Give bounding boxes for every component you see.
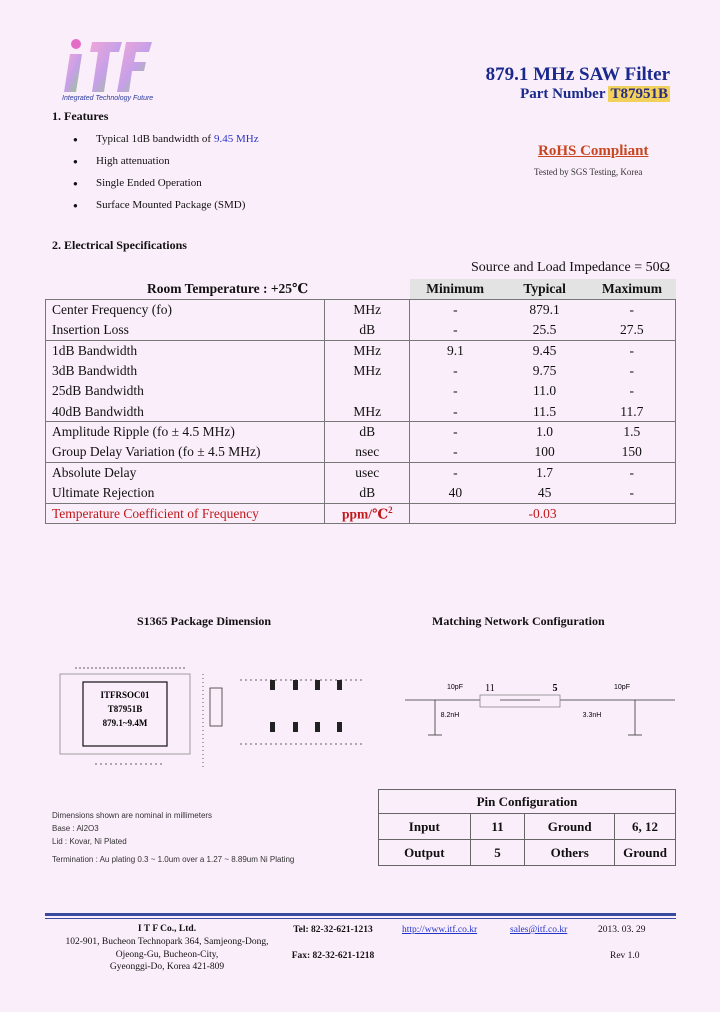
pin-config-title: Pin Configuration — [379, 790, 676, 814]
pin-left-label: 11 — [485, 683, 495, 694]
features-heading: 1. Features — [52, 109, 109, 123]
footer-rule — [45, 913, 676, 916]
email-link[interactable]: sales@itf.co.kr — [510, 925, 568, 935]
typ-cell: 9.45 — [501, 340, 589, 360]
pin-cell: 6, 12 — [615, 814, 676, 840]
note-line: Dimensions shown are nominal in millimeters — [52, 811, 213, 820]
fax: Fax: 82-32-621-1218 — [291, 950, 375, 961]
unit-cell — [325, 381, 410, 401]
bullet-icon: ● — [73, 134, 78, 144]
max-cell: - — [589, 299, 676, 319]
param-cell: Group Delay Variation (fo ± 4.5 MHz) — [46, 442, 325, 462]
min-cell: 9.1 — [410, 340, 501, 360]
col-typical: Typical — [501, 279, 589, 299]
pin-cell: Output — [379, 840, 471, 866]
address-line: Ojeong-Gu, Bucheon-City, — [115, 949, 219, 960]
param-cell: Insertion Loss — [46, 320, 325, 340]
part-number-line — [520, 86, 670, 103]
spec-header-row — [46, 279, 676, 299]
feature-text: Typical 1dB bandwidth of — [96, 133, 212, 145]
specs-heading: 2. Electrical Specifications — [52, 238, 187, 252]
ind-right-label: 3.3nH — [582, 712, 602, 719]
min-cell: - — [453, 321, 458, 337]
min-cell: - — [453, 363, 458, 378]
tcf-unit: ppm/℃ — [341, 506, 389, 522]
feature-item — [73, 128, 453, 150]
doc-date: 2013. 03. 29 — [598, 925, 646, 935]
feature-text: Surface Mounted Package (SMD) — [96, 199, 246, 211]
unit-cell: usec — [325, 463, 410, 483]
table-row — [46, 422, 676, 442]
table-row — [46, 401, 676, 421]
table-row — [46, 361, 676, 381]
max-cell: - — [589, 381, 676, 401]
package-drawing — [55, 660, 385, 775]
pin-cell: 11 — [470, 814, 525, 840]
chip-marking-3: 879.1~9.4M — [102, 718, 148, 728]
typ-cell: 1.7 — [501, 463, 589, 483]
rohs-badge: RoHS Compliant — [538, 143, 649, 159]
pin-config-table — [378, 789, 676, 866]
chip-marking-1: ITFRSOC01 — [100, 690, 150, 700]
param-cell: 3dB Bandwidth — [46, 361, 325, 381]
table-row — [46, 320, 676, 340]
spec-table — [45, 279, 676, 524]
pin-cell: Ground — [525, 814, 615, 840]
unit-cell: MHz — [325, 299, 410, 319]
table-row — [379, 840, 676, 866]
table-row — [46, 299, 676, 319]
typ-cell: 11.0 — [533, 383, 557, 399]
min-cell: 40 — [448, 485, 463, 501]
max-cell: - — [589, 483, 676, 503]
impedance-note: Source and Load Impedance = 50Ω — [470, 260, 670, 275]
unit-cell: MHz — [325, 340, 410, 360]
matching-network-drawing — [400, 675, 680, 745]
feature-value: 9.45 MHz — [214, 133, 259, 145]
min-cell: - — [410, 463, 501, 483]
typ-cell: 9.75 — [532, 363, 557, 378]
min-cell: - — [410, 422, 501, 442]
footer-phone — [288, 924, 378, 963]
typ-cell: 25.5 — [532, 321, 557, 337]
part-number-label: Part Number — [520, 86, 606, 102]
min-cell: - — [453, 403, 458, 419]
tcf-row — [46, 503, 676, 523]
param-cell: 25dB Bandwidth — [46, 381, 325, 401]
min-cell: - — [453, 383, 458, 399]
address-line: 102-901, Bucheon Technopark 364, Samjeong-Dong, — [65, 936, 269, 947]
bullet-icon: ● — [73, 200, 78, 210]
param-cell: Ultimate Rejection — [46, 483, 325, 503]
typ-cell: 45 — [537, 485, 552, 501]
table-row — [46, 483, 676, 503]
tcf-unit-sup: 2 — [388, 504, 393, 515]
matching-title: Matching Network Configuration — [432, 614, 605, 628]
max-cell: 11.7 — [589, 401, 676, 421]
features-list — [73, 128, 453, 216]
param-cell: Temperature Coefficient of Frequency — [46, 503, 325, 523]
table-row — [379, 814, 676, 840]
feature-item — [73, 172, 453, 194]
min-cell: - — [453, 444, 458, 460]
ind-left-label: 8.2nH — [440, 712, 460, 719]
footer-company — [52, 923, 282, 974]
note-line: Base : Al2O3 — [52, 823, 99, 833]
typ-cell: 11.5 — [533, 403, 557, 419]
table-row — [46, 442, 676, 462]
col-minimum: Minimum — [410, 279, 501, 299]
unit-cell: MHz — [325, 401, 410, 421]
typ-cell: 879.1 — [501, 299, 589, 319]
part-number: T87951B — [610, 86, 668, 102]
company-name: I T F Co., Ltd. — [137, 924, 197, 934]
col-maximum: Maximum — [589, 279, 676, 299]
max-cell: - — [589, 463, 676, 483]
pin-right-label: 5 — [552, 683, 558, 694]
feature-item — [73, 150, 453, 172]
pin-title-row — [379, 790, 676, 814]
page-title: 879.1 MHz SAW Filter — [485, 64, 670, 85]
max-cell: - — [589, 361, 676, 381]
param-cell: Amplitude Ripple (fo ± 4.5 MHz) — [46, 422, 325, 442]
pin-cell: Input — [379, 814, 471, 840]
package-title: S1365 Package Dimension — [137, 614, 272, 628]
cap-left-label: 10pF — [447, 684, 463, 691]
logo-tagline: Integrated Technology Future — [62, 95, 154, 102]
footer-rule-thin — [45, 918, 676, 919]
typ-cell: -0.03 — [410, 503, 676, 523]
address-line: Gyeonggi-Do, Korea 421-809 — [109, 962, 225, 973]
room-temp-header: Room Temperature : +25℃ — [146, 281, 309, 297]
param-cell: 40dB Bandwidth — [46, 401, 325, 421]
unit-cell: dB — [325, 483, 410, 503]
typ-cell: 1.0 — [501, 422, 589, 442]
chip-marking-2: T87951B — [107, 704, 143, 714]
pin-cell: 5 — [470, 840, 525, 866]
tel: Tel: 82-32-621-1213 — [293, 925, 373, 935]
pin-cell: Ground — [615, 840, 676, 866]
max-cell: - — [589, 340, 676, 360]
param-cell: Absolute Delay — [46, 463, 325, 483]
pin-cell: Others — [525, 840, 615, 866]
table-row — [46, 340, 676, 360]
tested-by: Tested by SGS Testing, Korea — [534, 167, 643, 177]
table-row — [46, 381, 676, 401]
table-row — [46, 463, 676, 483]
bullet-icon: ● — [73, 156, 78, 166]
cap-right-label: 10pF — [614, 684, 630, 691]
param-cell: Center Frequency (fo) — [46, 299, 325, 319]
package-notes — [52, 810, 294, 867]
note-line: Lid : Kovar, Ni Plated — [52, 836, 127, 846]
doc-revision: Rev 1.0 — [610, 951, 640, 961]
unit-cell — [325, 503, 410, 523]
max-cell: 27.5 — [589, 320, 676, 340]
bullet-icon: ● — [73, 178, 78, 188]
unit-cell: nsec — [325, 442, 410, 462]
feature-text: Single Ended Operation — [96, 177, 202, 189]
max-cell: 1.5 — [589, 422, 676, 442]
feature-text: High attenuation — [96, 155, 170, 167]
max-cell: 150 — [589, 442, 676, 462]
feature-item — [73, 194, 453, 216]
unit-cell: dB — [325, 422, 410, 442]
param-cell: 1dB Bandwidth — [46, 340, 325, 360]
unit-cell: MHz — [325, 361, 410, 381]
unit-cell: dB — [325, 320, 410, 340]
typ-cell: 100 — [534, 444, 555, 460]
website-link[interactable]: http://www.itf.co.kr — [402, 925, 478, 935]
min-cell: - — [410, 299, 501, 319]
note-line: Termination : Au plating 0.3 ~ 1.0um over a 1.27 ~ 8.89um Ni Plating — [52, 855, 295, 865]
